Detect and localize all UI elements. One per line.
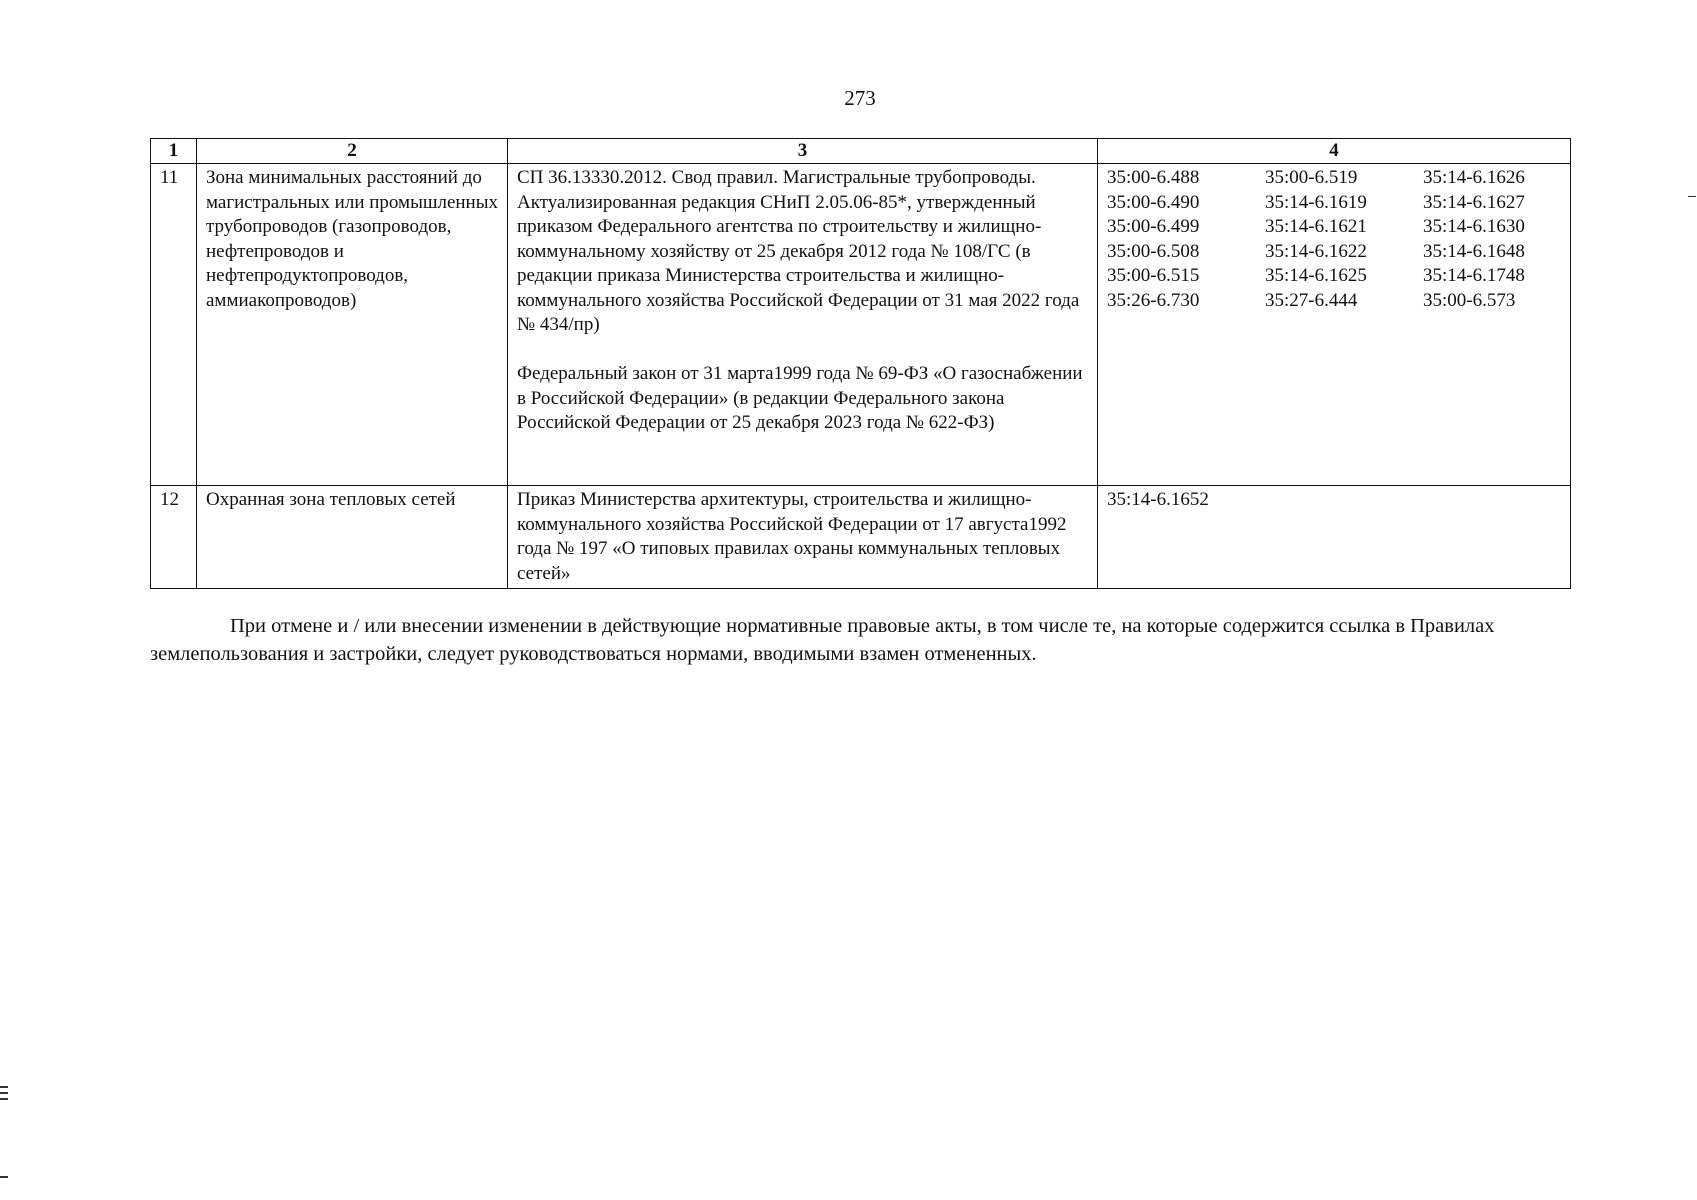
legal-document: СП 36.13330.2012. Свод правил. Магистральные трубопроводы. Актуализированная редакция СНиП 2.05.06-85*, утвержденный приказом Федерального агентства по строительству и жилищно-коммунальному хозяйству от 25 декабря 2012 года № 108/ГС (в редакции приказа Министерства строительства и жилищно-коммунального хозяйства Российской Федерации от 31 мая 2022 года № 434/пр) (517, 167, 1080, 335)
cadastral-code: 35:00-6.519 (1265, 167, 1358, 188)
table-row (151, 486, 1571, 589)
cadastral-code: 35:00-6.508 (1107, 240, 1200, 262)
cadastral-codes (1107, 488, 1562, 513)
legal-document: Федеральный закон от 31 марта1999 года № 69-ФЗ «О газоснабжении в Российской Федерации» (в редакции Федерального закона Российской Федерации от 25 декабря 2023 года № 622-ФЗ) (517, 363, 1083, 433)
legal-document: Приказ Министерства архитектуры, строительства и жилищно-коммунального хозяйства Российской Федерации от 17 августа1992 года № 197 «О типовых правилах охраны коммунальных тепловых сетей» (517, 489, 1067, 584)
cadastral-code: 35:00-6.499 (1107, 216, 1200, 237)
column-header: 3 (508, 139, 1098, 164)
page-number: 273 (844, 86, 876, 110)
closing-note: При отмене и / или внесении изменении в действующие нормативные правовые акты, в том числе те, на которые содержится ссылка в Правилах землепользования и застройки, следует руководствоваться нормами, вводимыми взамен отмененных. (150, 615, 1495, 665)
zones-table (150, 138, 1571, 589)
scan-mark (0, 1092, 8, 1094)
legal-documents-cell (508, 164, 1098, 486)
cadastral-code: 35:26-6.730 (1107, 289, 1200, 311)
cadastral-code: 35:14-6.1622 (1265, 240, 1367, 262)
cadastral-code: 35:00-6.573 (1423, 289, 1516, 311)
cadastral-code: 35:14-6.1619 (1265, 191, 1367, 213)
scan-mark (0, 1098, 8, 1100)
cadastral-code: 35:00-6.490 (1107, 191, 1200, 213)
zone-name: Охранная зона тепловых сетей (197, 486, 508, 589)
cadastral-code: 35:14-6.1748 (1423, 265, 1525, 286)
cadastral-code: 35:14-6.1652 (1107, 489, 1209, 510)
column-header: 1 (151, 139, 197, 164)
cadastral-code: 35:00-6.488 (1107, 167, 1200, 188)
table-header-row (151, 139, 1571, 164)
column-header: 4 (1098, 139, 1571, 164)
cadastral-code: 35:14-6.1626 (1423, 167, 1525, 188)
column-header: 2 (197, 139, 508, 164)
legal-documents-cell (508, 486, 1098, 589)
row-number: 11 (151, 164, 197, 486)
scan-mark (1688, 196, 1696, 197)
cadastral-code: 35:14-6.1648 (1423, 240, 1525, 262)
scan-mark (0, 1086, 8, 1088)
cadastral-code: 35:27-6.444 (1265, 289, 1358, 311)
cadastral-code: 35:14-6.1625 (1265, 265, 1367, 286)
cadastral-code: 35:14-6.1621 (1265, 216, 1367, 237)
cadastral-code: 35:14-6.1630 (1423, 216, 1525, 237)
zone-name: Зона минимальных расстояний до магистральных или промышленных трубопроводов (газопроводов, нефтепроводов и нефтепродуктопроводов, аммиакопроводов) (197, 164, 508, 486)
cadastral-codes-cell (1098, 164, 1571, 486)
cadastral-codes-cell (1098, 486, 1571, 589)
scan-mark (0, 1176, 8, 1178)
cadastral-code: 35:14-6.1627 (1423, 191, 1525, 213)
cadastral-code: 35:00-6.515 (1107, 265, 1200, 286)
table-row (151, 164, 1571, 486)
row-number: 12 (151, 486, 197, 589)
cadastral-codes (1107, 166, 1562, 313)
